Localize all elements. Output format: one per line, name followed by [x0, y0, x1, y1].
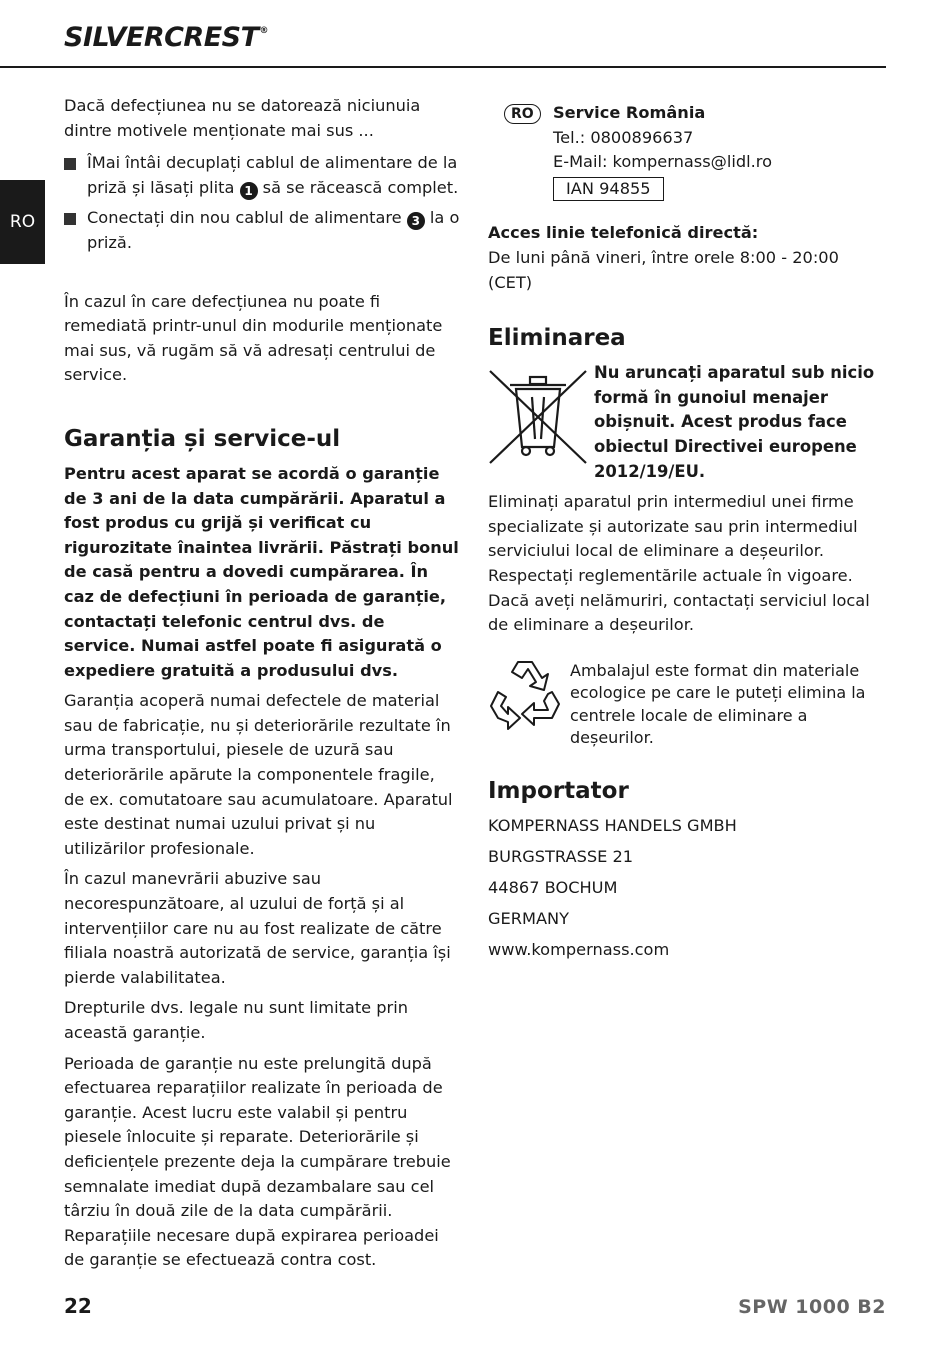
recycle-icon: [488, 656, 562, 730]
disposal-paragraph: Eliminați aparatul prin intermediul unei firme specializate și autorizate sau prin intermediul serviciului local de eliminare a deșeurilor. Respectați reglementările actuale în vigoare. Dacă aveți nelămuriri, contactați serviciul local de eliminare a deșeurilor.: [488, 492, 870, 635]
importer-country: GERMANY: [488, 909, 570, 929]
packaging-recycling-notice: [488, 660, 888, 750]
page-number: 22: [64, 1294, 92, 1318]
warranty-paragraph-2: În cazul manevrării abuzive sau necorespunzătoare, al uzului de forță și al intervențiilor care nu au fost realizate de către filiala noastră autorizată de service, garanția își pierde valabilitatea.: [64, 869, 451, 987]
header-rule: [0, 66, 886, 68]
country-badge: RO: [504, 104, 541, 124]
language-tab: RO: [0, 180, 45, 264]
hotline-hours: De luni până vineri, între orele 8:00 - 20:00 (CET): [488, 247, 839, 292]
right-column: [488, 101, 888, 965]
importer-street: BURGSTRASSE 21: [488, 847, 634, 867]
importer-address: [488, 810, 888, 965]
recycle-text: Ambalajul este format din materiale ecologice pe care le puteți elimina la centrele locale de eliminare a deșeurilor.: [570, 660, 866, 748]
importer-company: KOMPERNASS HANDELS GMBH: [488, 816, 737, 836]
bullet-unplug-text: ÎMai întâi decuplați cablul de alimentare de la priză și lăsați plita: [87, 153, 458, 197]
weee-text: Nu aruncați aparatul sub nicio formă în gunoiul menajer obișnuit. Acest produs face obiectul Directivei europene 2012/19/EU.: [594, 363, 875, 481]
bullet-reconnect: [64, 206, 460, 255]
service-paragraph: În cazul în care defecțiunea nu poate fi remediată printr-unul din modurile menționate mai sus, vă rugăm să vă adresați centrului de service.: [64, 291, 443, 385]
disposal-heading: Eliminarea: [488, 325, 626, 352]
service-title: Service România: [553, 103, 706, 122]
weee-notice: [488, 361, 888, 484]
warranty-bold-paragraph: Pentru acest aparat se acordă o garanție de 3 ani de la data cumpărării. Aparatul a fost produs cu grijă și verificat cu rigurozitate înaintea livrării. Păstrați bonul de casă pentru a dovedi cumpărarea. În caz de defecțiuni în perioada de garanție, contactați telefonic centrul dvs. de service. Numai astfel poate fi asigurată o expediere gratuită a produsului dvs.: [64, 463, 459, 680]
warranty-paragraph-4: Perioada de garanție nu este prelungită după efectuarea reparațiilor realizate în perioada de garanție. Acest lucru este valabil și pentru piesele înlocuite și reparate. Deteriorările și deficiențele prezente deja la cumpărare trebuie semnalate imediat după dezambalare sau cel târziu în două zile de la data cumpărării. Reparațiile necesare după expirarea perioadei de garanție se efectuează contra cost.: [64, 1053, 451, 1270]
importer-city: 44867 BOCHUM: [488, 878, 618, 898]
registered-mark: ®: [259, 26, 269, 36]
callout-number-1: 1: [240, 182, 258, 200]
bullet-reconnect-text-end: la o priză.: [87, 208, 460, 252]
brand-logo: [64, 22, 268, 53]
service-email: E-Mail: kompernass@lidl.ro: [553, 152, 772, 172]
ian-number: IAN 94855: [553, 177, 664, 201]
left-column: [64, 94, 460, 1273]
service-contact: [488, 101, 888, 201]
bullet-unplug-text-end: să se răcească complet.: [257, 177, 459, 197]
bullet-unplug: [64, 151, 460, 200]
warranty-paragraph-3: Drepturile dvs. legale nu sunt limitate prin această garanție.: [64, 998, 408, 1042]
warranty-heading: Garanția și service-ul: [64, 425, 341, 452]
brand-silver: SILVER: [64, 22, 165, 53]
brand-crest: CREST: [164, 22, 259, 53]
importer-website: www.kompernass.com: [488, 940, 670, 960]
hotline-title: Acces linie telefonică directă:: [488, 223, 759, 243]
model-number: SPW 1000 B2: [738, 1296, 886, 1318]
warranty-paragraph-1: Garanția acoperă numai defectele de material sau de fabricație, nu și deteriorările rezultate în urma transportului, piesele de uzură sau deteriorările apărute la componentele fragile, de ex. comutatoare sau acumulatoare. Aparatul este destinat numai uzului privat și nu utilizărilor profesionale.: [64, 691, 453, 858]
intro-text: Dacă defecțiunea nu se datorează niciunuia dintre motivele menționate mai sus ...: [64, 96, 421, 140]
service-phone: Tel.: 0800896637: [553, 127, 694, 147]
callout-number-3: 3: [407, 212, 425, 230]
crossed-bin-icon: [488, 363, 588, 467]
importer-heading: Importator: [488, 778, 629, 805]
bullet-reconnect-text: Conectați din nou cablul de alimentare: [87, 208, 407, 228]
